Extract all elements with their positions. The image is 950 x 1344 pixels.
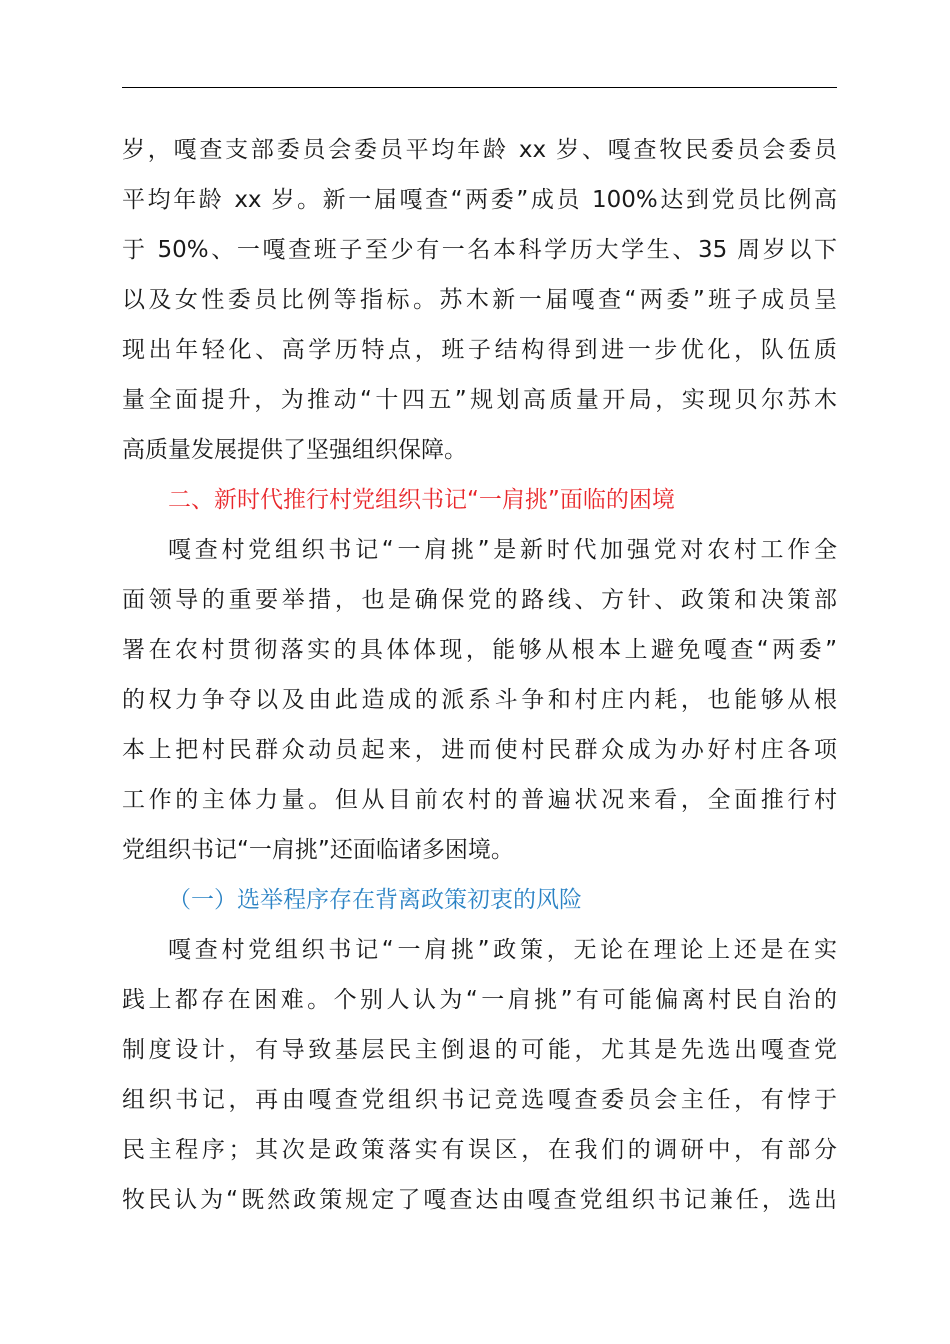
section-heading: 二、新时代推行村党组织书记“一肩挑”面临的困境 <box>168 487 675 513</box>
document-body <box>122 125 837 1225</box>
text-line: 现出年轻化、高学历特点，班子结构得到进一步优化，队伍质 <box>122 337 837 363</box>
text-line: 以及女性委员比例等指标。苏木新一届嘎查“两委”班子成员呈 <box>122 287 837 313</box>
text-line: 的权力争夺以及由此造成的派系斗争和村庄内耗，也能够从根 <box>122 687 837 713</box>
text-line: 岁，嘎查支部委员会委员平均年龄 xx 岁、嘎查牧民委员会委员 <box>122 137 837 163</box>
text-line: 署在农村贯彻落实的具体体现，能够从根本上避免嘎查“两委” <box>122 637 837 663</box>
text-line: 民主程序；其次是政策落实有误区，在我们的调研中，有部分 <box>122 1137 837 1163</box>
header-rule <box>122 87 837 88</box>
text-line: 嘎查村党组织书记“一肩挑”是新时代加强党对农村工作全 <box>168 537 837 563</box>
paragraph-2 <box>122 525 837 875</box>
text-line: 量全面提升，为推动“十四五”规划高质量开局，实现贝尔苏木 <box>122 387 837 413</box>
text-line: 践上都存在困难。个别人认为“一肩挑”有可能偏离村民自治的 <box>122 987 837 1013</box>
text-line: 本上把村民群众动员起来，进而使村民群众成为办好村庄各项 <box>122 737 837 763</box>
paragraph-1 <box>122 125 837 475</box>
text-line: 牧民认为“既然政策规定了嘎查达由嘎查党组织书记兼任，选出 <box>122 1187 837 1213</box>
text-line: 面领导的重要举措，也是确保党的路线、方针、政策和决策部 <box>122 587 837 613</box>
subsection-heading: （一）选举程序存在背离政策初衷的风险 <box>168 887 582 913</box>
text-line: 制度设计，有导致基层民主倒退的可能，尤其是先选出嘎查党 <box>122 1037 837 1063</box>
text-line: 高质量发展提供了坚强组织保障。 <box>122 437 467 463</box>
text-line: 组织书记，再由嘎查党组织书记竞选嘎查委员会主任，有悖于 <box>122 1087 837 1113</box>
text-line: 于 50%、一嘎查班子至少有一名本科学历大学生、35 周岁以下 <box>122 237 837 263</box>
text-line: 嘎查村党组织书记“一肩挑”政策，无论在理论上还是在实 <box>168 937 837 963</box>
text-line: 工作的主体力量。但从目前农村的普遍状况来看，全面推行村 <box>122 787 837 813</box>
paragraph-3 <box>122 925 837 1225</box>
text-line: 平均年龄 xx 岁。新一届嘎查“两委”成员 100%达到党员比例高 <box>122 187 837 213</box>
text-line: 党组织书记“一肩挑”还面临诸多困境。 <box>122 837 514 863</box>
